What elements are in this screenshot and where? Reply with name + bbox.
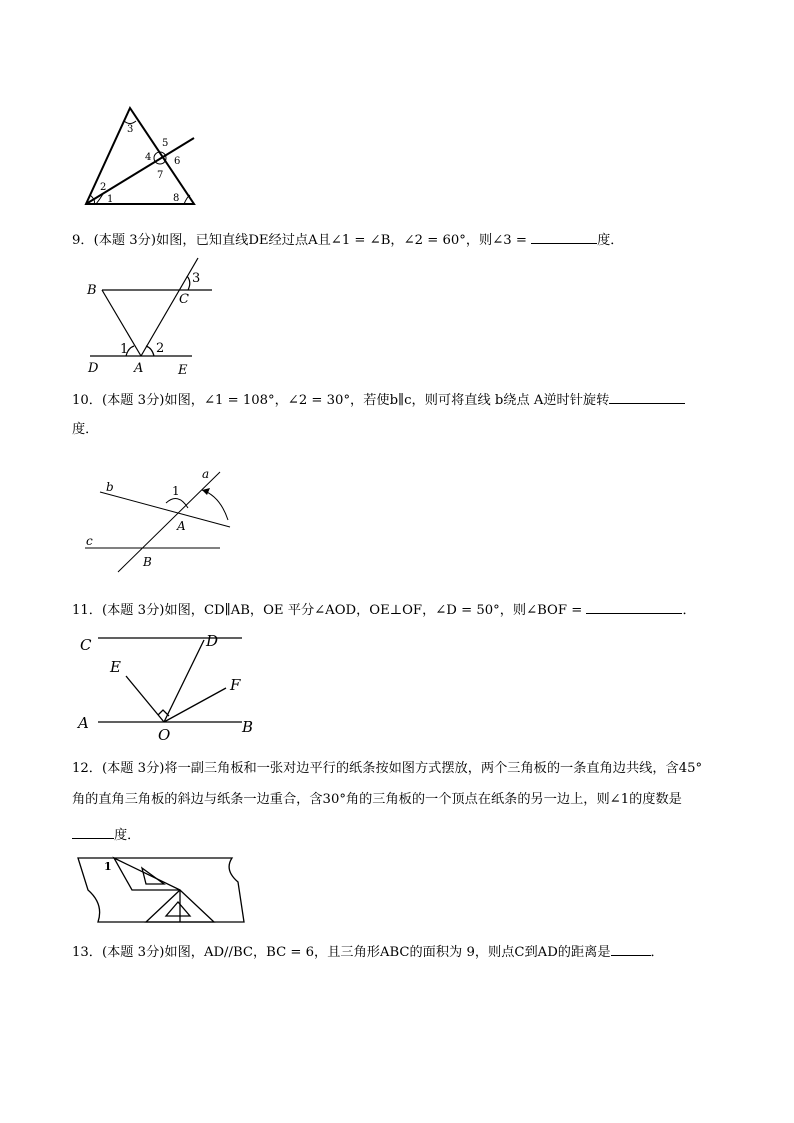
label-1: 1 [107, 194, 114, 205]
question-9-suffix: 度． [597, 233, 624, 248]
label-C: C [80, 636, 92, 654]
question-10 [72, 389, 685, 410]
question-12-line-1-row [72, 760, 702, 778]
label-E: E [110, 658, 121, 676]
question-11 [72, 599, 696, 620]
figure-q11 [76, 628, 266, 744]
answer-blank-9[interactable] [531, 229, 597, 244]
question-10-line-1: 10．(本题 3分)如图，∠1 = 108°，∠2 = 30°，若使b∥c，则可将直线 b绕点 A逆时针旋转 [72, 393, 610, 408]
angle-arc-8 [184, 195, 190, 204]
angle-arc-2 [146, 346, 154, 356]
question-11-text: 11．(本题 3分)如图，CD∥AB，OE 平分∠AOD，OE⊥OF，∠D = 50°，则∠BOF = [72, 603, 587, 618]
label-A: A [177, 519, 186, 533]
label-A: A [134, 361, 144, 376]
label-a: a [202, 467, 210, 481]
label-6: 6 [174, 156, 181, 167]
label-B: B [143, 555, 152, 569]
label-7: 7 [157, 170, 164, 181]
label-B: B [242, 718, 254, 736]
label-E: E [178, 363, 188, 376]
line-ac [141, 258, 201, 356]
figure-q8 [80, 100, 210, 210]
question-9-text: 9．(本题 3分)如图，已知直线DE经过点A且∠1 = ∠B，∠2 = 60°，则∠3 = [72, 233, 532, 248]
answer-blank-10[interactable] [609, 389, 685, 404]
triangle-30-inner [166, 902, 190, 916]
label-8: 8 [173, 193, 180, 204]
angle-arc-3 [187, 276, 190, 290]
label-2: 2 [156, 341, 165, 356]
question-12-line-1: 12．(本题 3分)将一副三角板和一张对边平行的纸条按如图方式摆放，两个三角板的一条直角边共线，含45° [72, 761, 703, 776]
label-1: 1 [120, 342, 129, 357]
label-3: 3 [127, 124, 134, 135]
question-9 [72, 229, 623, 250]
figure-q12 [74, 854, 250, 926]
label-B: B [87, 283, 97, 298]
label-O: O [158, 726, 171, 744]
line-a [118, 472, 220, 572]
figure-q9 [84, 256, 214, 376]
line-od [164, 640, 204, 722]
label-1: 1 [104, 860, 112, 873]
question-11-suffix: ． [682, 603, 696, 618]
label-5: 5 [162, 138, 169, 149]
question-13 [72, 941, 664, 962]
label-C: C [179, 292, 189, 307]
label-1: 1 [172, 484, 180, 498]
line-b [100, 492, 230, 527]
question-10-line-2-row [72, 421, 98, 439]
rotation-arrow [202, 490, 228, 520]
label-D: D [88, 361, 99, 376]
right-angle-mark [158, 710, 169, 716]
ray-of [164, 688, 226, 722]
triangle-45 [114, 858, 180, 890]
answer-blank-13[interactable] [611, 941, 651, 956]
label-D: D [206, 632, 219, 650]
answer-blank-12[interactable] [72, 824, 114, 839]
label-c: c [86, 534, 93, 548]
label-4: 4 [145, 152, 152, 163]
triangle-45-inner [142, 868, 164, 884]
label-A: A [78, 714, 89, 732]
figure-q10 [80, 462, 240, 574]
label-2: 2 [100, 182, 107, 193]
question-12-line-3: 度． [114, 828, 141, 843]
question-13-text: 13．(本题 3分)如图，AD//BC，BC = 6，且三角形ABC的面积为 9，则点C到AD的距离是 [72, 945, 611, 960]
question-12-line-2-row [72, 791, 682, 809]
question-13-suffix: ． [650, 945, 664, 960]
question-12-line-3-row [72, 824, 140, 845]
label-F: F [230, 676, 241, 694]
label-b: b [106, 480, 114, 494]
answer-blank-11[interactable] [586, 599, 682, 614]
question-12-line-2: 角的直角三角板的斜边与纸条一边重合，含30°角的三角板的一个顶点在纸条的另一边上，则∠1的度数是 [72, 792, 682, 807]
question-10-line-2: 度． [72, 422, 99, 437]
label-3: 3 [192, 271, 201, 286]
